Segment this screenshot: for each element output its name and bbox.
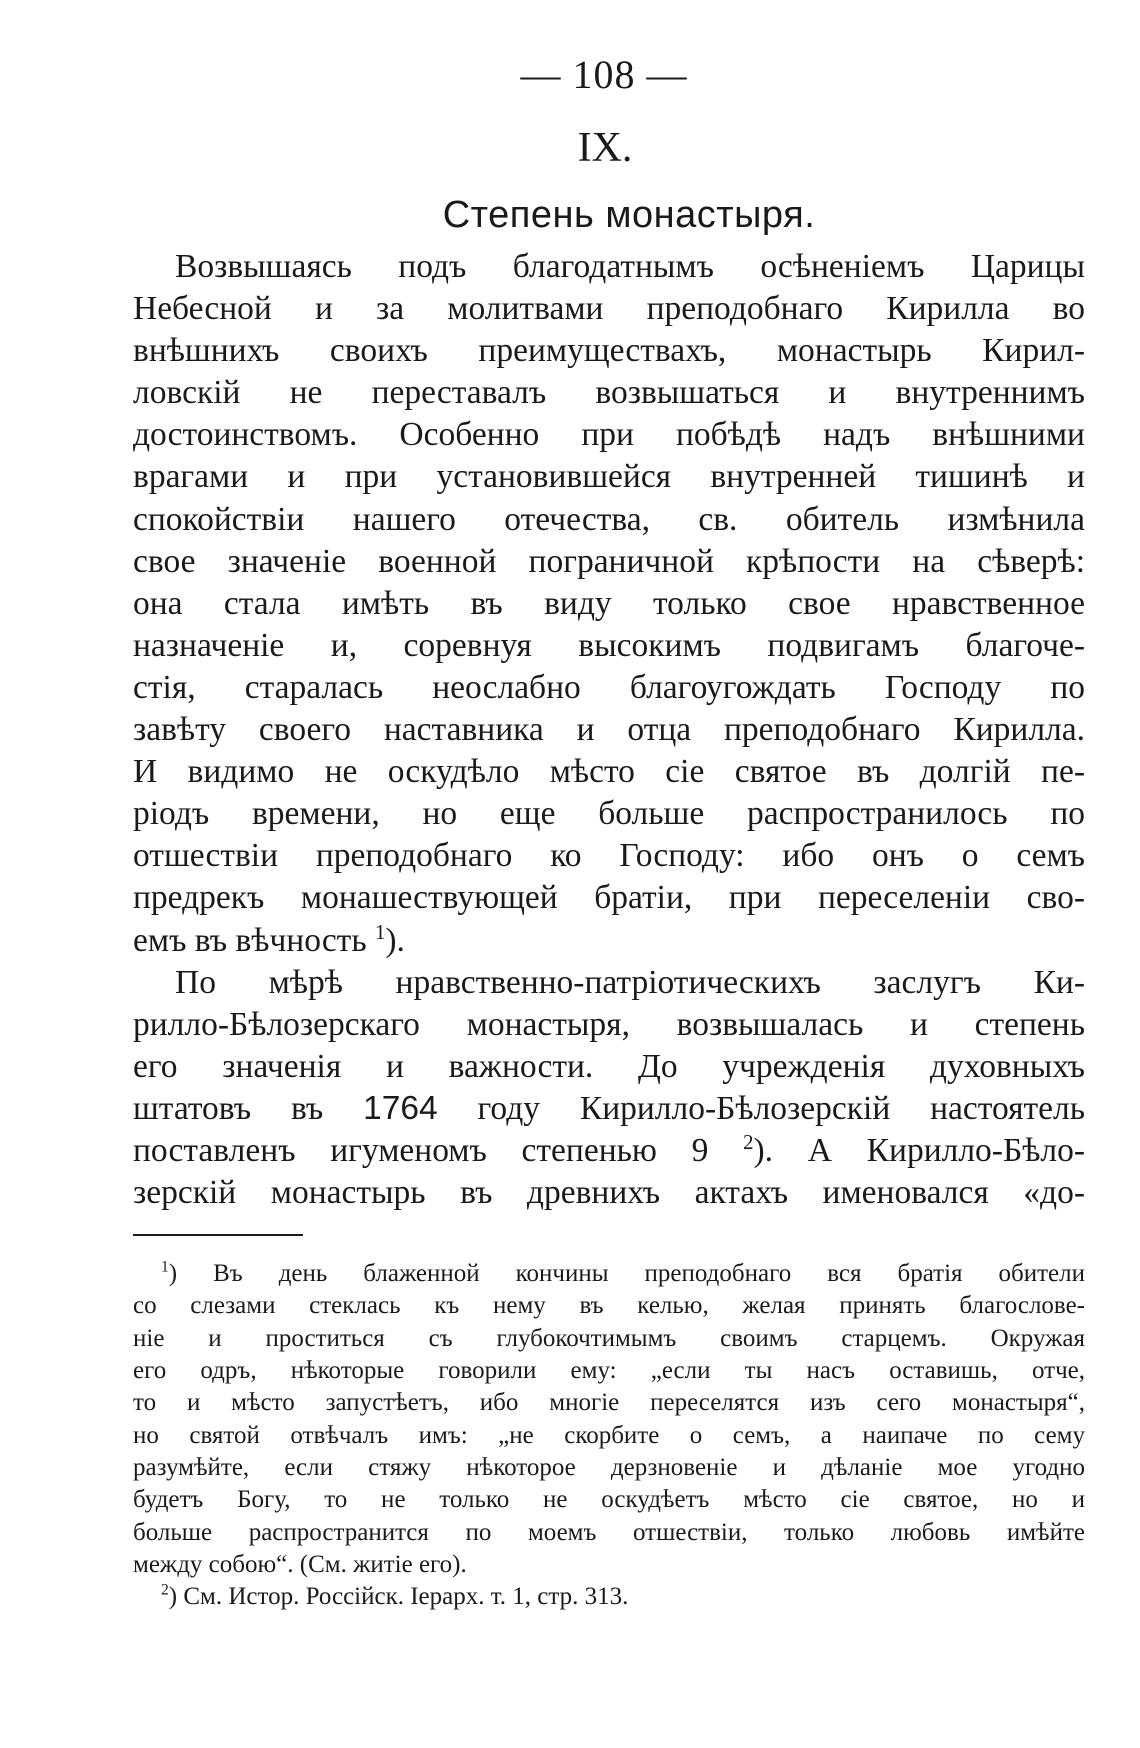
text-line: По мѣрѣ нравственно-патрiотическихъ заслугъ Ки-: [175, 963, 1085, 1001]
text-line: завѣту своего наставника и отца преподобнаго Кирилла.: [133, 711, 1085, 749]
text-line: рiодъ времени, но еще больше распространилось по: [133, 795, 1085, 833]
page-number: — 108 —: [520, 52, 688, 97]
book-page: [133, 50, 1085, 1613]
text-fragment: штатовъ въ: [133, 1089, 324, 1127]
text-line: свое значенiе военной пограничной крѣпости на сѣверѣ:: [133, 542, 1085, 580]
text-line: внѣшнихъ своихъ преимуществахъ, монастырь Кирил-: [133, 332, 1085, 370]
text-line: его значенiя и важности. До учрежденiя духовныхъ: [133, 1047, 1085, 1085]
footnote-paren: ): [168, 1260, 178, 1288]
text-line: назначенiе и, соревнуя высокимъ подвигамъ благоче-: [133, 626, 1085, 664]
footnote-line: больше распространится по моемъ отшествiи, только любовь имѣйте: [133, 1518, 1085, 1546]
footnote-line: [133, 1581, 1085, 1613]
text-line: достоинствомъ. Особенно при побѣдѣ надъ внѣшними: [133, 416, 1085, 454]
footnote-line: со слезами стеклась къ нему въ келью, желая принять благослове-: [133, 1292, 1085, 1320]
main-text: [133, 246, 1085, 1214]
text-line: она стала имѣть въ виду только свое нравственное: [133, 584, 1085, 622]
footnote-line: нiе и проститься съ глубокочтимымъ своимъ старцемъ. Окружая: [133, 1324, 1085, 1352]
text-fragment: емъ въ вѣчность: [133, 921, 367, 959]
footnote-line: его одръ, нѣкоторые говорили ему: „если ты насъ оставишь, отче,: [133, 1357, 1085, 1385]
text-fragment: ).: [385, 921, 405, 959]
footnote-text: Въ день блаженной кончины преподобнаго вся братiя обители: [213, 1260, 1086, 1288]
text-line: [133, 920, 1085, 962]
footnote-label-1: 1: [161, 1258, 169, 1276]
footnote-line: [133, 1258, 1085, 1290]
footnote-line: но святой отвѣчалъ имъ: „не скорбите о семъ, а наипаче по сему: [133, 1421, 1085, 1449]
text-line: зерскiй монастырь въ древнихъ актахъ именовался «до-: [133, 1174, 1085, 1212]
text-line: [133, 1088, 1085, 1130]
text-line: стiя, старалась неослабно благоугождать Господу по: [133, 668, 1085, 706]
text-line: И видимо не оскудѣло мѣсто сiе святое въ долгiй пе-: [133, 753, 1085, 791]
text-line: отшествiи преподобнаго ко Господу: ибо онъ о семъ: [133, 837, 1085, 875]
text-line: [133, 1130, 1085, 1172]
text-line: спокойствiи нашего отечества, св. обитель измѣнила: [133, 500, 1085, 538]
footnote-divider: [133, 1234, 303, 1236]
text-fragment: году Кирилло-Бѣлозерскiй настоятель: [477, 1089, 1086, 1127]
footnote-line: между собою“. (См. житiе его).: [133, 1550, 467, 1578]
footnote-text: См. Истор. Россiйск. Iерарх. т. 1, стр. 313.: [183, 1583, 629, 1611]
text-line: ловскiй не переставалъ возвышаться и внутреннимъ: [133, 374, 1085, 412]
footnote-ref-2[interactable]: 2: [743, 1130, 754, 1154]
text-line: предрекъ монашествующей братiи, при переселенiи сво-: [133, 879, 1085, 917]
text-fragment: поставленъ игуменомъ степенью 9: [133, 1131, 709, 1169]
footnote-line: разумѣйте, если стяжу нѣкоторое дерзновенiе и дѣланiе мое угодно: [133, 1453, 1085, 1481]
footnote-line: то и мѣсто запустѣетъ, ибо многiе переселятся изъ сего монастыря“,: [133, 1389, 1085, 1417]
year: 1764: [363, 1089, 438, 1127]
footnotes: [133, 1258, 1085, 1613]
footnote-line: будетъ Богу, то не только не оскудѣетъ мѣсто сiе святое, но и: [133, 1486, 1085, 1514]
text-fragment: ). А Кирилло-Бѣло-: [753, 1131, 1086, 1169]
chapter-title: Степень монастыря.: [442, 194, 816, 236]
chapter-number: IX.: [577, 125, 633, 171]
text-line: врагами и при установившейся внутренней тишинѣ и: [133, 458, 1085, 496]
footnote-ref-1[interactable]: 1: [374, 920, 386, 944]
footnote-paren: ): [168, 1583, 178, 1611]
text-line: рилло-Бѣлозерскаго монастыря, возвышалась и степень: [133, 1005, 1085, 1043]
footnote-label-2: 2: [161, 1581, 169, 1599]
text-line: Небесной и за молитвами преподобнаго Кирилла во: [133, 290, 1085, 328]
text-line: Возвышаясь подъ благодатнымъ осѣненiемъ Царицы: [175, 248, 1085, 285]
